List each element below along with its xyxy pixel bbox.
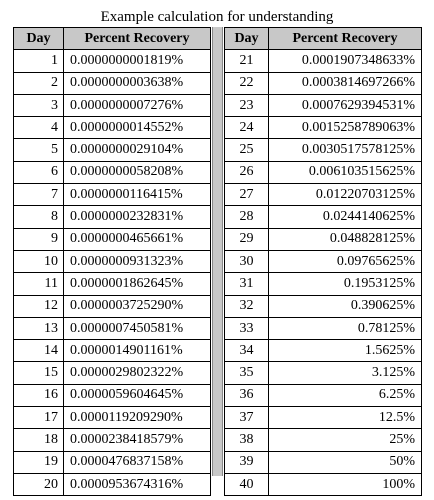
day-cell: 39 — [225, 451, 269, 473]
table-row — [225, 72, 422, 94]
day-cell: 37 — [225, 407, 269, 429]
table-row — [225, 273, 422, 295]
percent-cell: 0.0000059604645% — [64, 384, 211, 406]
day-cell: 21 — [225, 50, 269, 72]
day-cell: 6 — [14, 161, 64, 183]
day-cell: 31 — [225, 273, 269, 295]
percent-cell: 0.0001907348633% — [269, 50, 422, 72]
percent-cell: 0.0000001862645% — [64, 273, 211, 295]
table-row — [14, 206, 211, 228]
percent-cell: 0.0000003725290% — [64, 295, 211, 317]
day-cell: 24 — [225, 117, 269, 139]
table-row — [14, 407, 211, 429]
table-row — [225, 473, 422, 495]
percent-cell: 0.0030517578125% — [269, 139, 422, 161]
percent-cell: 0.09765625% — [269, 250, 422, 272]
right-table — [224, 27, 422, 496]
table-row — [14, 228, 211, 250]
day-cell: 23 — [225, 94, 269, 116]
table-row — [14, 451, 211, 473]
percent-cell: 25% — [269, 429, 422, 451]
percent-cell: 50% — [269, 451, 422, 473]
table-row — [14, 184, 211, 206]
table-row — [225, 228, 422, 250]
table-row — [14, 429, 211, 451]
table-row — [14, 384, 211, 406]
table-row — [225, 362, 422, 384]
table-row — [14, 362, 211, 384]
header-row — [225, 28, 422, 50]
day-cell: 38 — [225, 429, 269, 451]
day-cell: 28 — [225, 206, 269, 228]
percent-cell: 0.0000000003638% — [64, 72, 211, 94]
table-row — [225, 50, 422, 72]
day-cell: 17 — [14, 407, 64, 429]
table-row — [14, 473, 211, 495]
percent-cell: 0.0000007450581% — [64, 317, 211, 339]
table-row — [225, 161, 422, 183]
percent-header: Percent Recovery — [269, 28, 422, 50]
percent-cell: 0.0007629394531% — [269, 94, 422, 116]
percent-cell: 3.125% — [269, 362, 422, 384]
percent-cell: 0.390625% — [269, 295, 422, 317]
day-cell: 33 — [225, 317, 269, 339]
left-table — [13, 27, 211, 496]
table-row — [225, 451, 422, 473]
percent-cell: 0.0000476837158% — [64, 451, 211, 473]
percent-cell: 0.0003814697266% — [269, 72, 422, 94]
table-row — [225, 429, 422, 451]
day-cell: 35 — [225, 362, 269, 384]
table-row — [14, 340, 211, 362]
day-cell: 12 — [14, 295, 64, 317]
table-row — [225, 384, 422, 406]
percent-cell: 0.0244140625% — [269, 206, 422, 228]
table-row — [225, 139, 422, 161]
table-row — [14, 94, 211, 116]
day-cell: 30 — [225, 250, 269, 272]
day-cell: 29 — [225, 228, 269, 250]
percent-cell: 0.0000000029104% — [64, 139, 211, 161]
table-row — [14, 72, 211, 94]
page-title: Example calculation for understanding — [100, 9, 334, 25]
day-cell: 4 — [14, 117, 64, 139]
header-row — [14, 28, 211, 50]
day-cell: 16 — [14, 384, 64, 406]
day-cell: 40 — [225, 473, 269, 495]
percent-cell: 0.0000000116415% — [64, 184, 211, 206]
day-cell: 18 — [14, 429, 64, 451]
percent-cell: 0.0000000931323% — [64, 250, 211, 272]
percent-cell: 0.006103515625% — [269, 161, 422, 183]
percent-cell: 0.0000000001819% — [64, 50, 211, 72]
day-cell: 22 — [225, 72, 269, 94]
table-row — [225, 407, 422, 429]
day-cell: 9 — [14, 228, 64, 250]
day-cell: 27 — [225, 184, 269, 206]
day-cell: 2 — [14, 72, 64, 94]
percent-cell: 0.0015258789063% — [269, 117, 422, 139]
percent-cell: 0.0000000007276% — [64, 94, 211, 116]
day-cell: 10 — [14, 250, 64, 272]
percent-cell: 0.01220703125% — [269, 184, 422, 206]
day-cell: 19 — [14, 451, 64, 473]
table-row — [225, 184, 422, 206]
percent-cell: 0.048828125% — [269, 228, 422, 250]
table-row — [14, 273, 211, 295]
day-cell: 20 — [14, 473, 64, 495]
day-cell: 32 — [225, 295, 269, 317]
percent-cell: 0.0000000465661% — [64, 228, 211, 250]
day-cell: 7 — [14, 184, 64, 206]
day-cell: 25 — [225, 139, 269, 161]
percent-cell: 0.1953125% — [269, 273, 422, 295]
day-cell: 26 — [225, 161, 269, 183]
percent-header: Percent Recovery — [64, 28, 211, 50]
day-cell: 8 — [14, 206, 64, 228]
percent-cell: 0.0000238418579% — [64, 429, 211, 451]
column-divider — [212, 27, 223, 476]
day-header: Day — [225, 28, 269, 50]
percent-cell: 12.5% — [269, 407, 422, 429]
day-cell: 1 — [14, 50, 64, 72]
percent-cell: 0.78125% — [269, 317, 422, 339]
percent-cell: 6.25% — [269, 384, 422, 406]
day-cell: 14 — [14, 340, 64, 362]
percent-cell: 0.0000000058208% — [64, 161, 211, 183]
table-row — [225, 250, 422, 272]
table-row — [225, 340, 422, 362]
table-row — [14, 50, 211, 72]
table-row — [225, 117, 422, 139]
day-cell: 34 — [225, 340, 269, 362]
percent-cell: 0.0000953674316% — [64, 473, 211, 495]
table-row — [225, 295, 422, 317]
table-row — [225, 317, 422, 339]
percent-cell: 0.0000000014552% — [64, 117, 211, 139]
percent-cell: 0.0000014901161% — [64, 340, 211, 362]
percent-cell: 0.0000119209290% — [64, 407, 211, 429]
percent-cell: 0.0000000232831% — [64, 206, 211, 228]
table-row — [14, 139, 211, 161]
table-row — [14, 317, 211, 339]
percent-cell: 0.0000029802322% — [64, 362, 211, 384]
day-cell: 3 — [14, 94, 64, 116]
table-row — [14, 250, 211, 272]
table-row — [225, 206, 422, 228]
day-cell: 5 — [14, 139, 64, 161]
percent-cell: 1.5625% — [269, 340, 422, 362]
day-header: Day — [14, 28, 64, 50]
table-row — [14, 295, 211, 317]
day-cell: 13 — [14, 317, 64, 339]
table-row — [14, 161, 211, 183]
table-row — [225, 94, 422, 116]
day-cell: 15 — [14, 362, 64, 384]
day-cell: 36 — [225, 384, 269, 406]
day-cell: 11 — [14, 273, 64, 295]
table-row — [14, 117, 211, 139]
percent-cell: 100% — [269, 473, 422, 495]
